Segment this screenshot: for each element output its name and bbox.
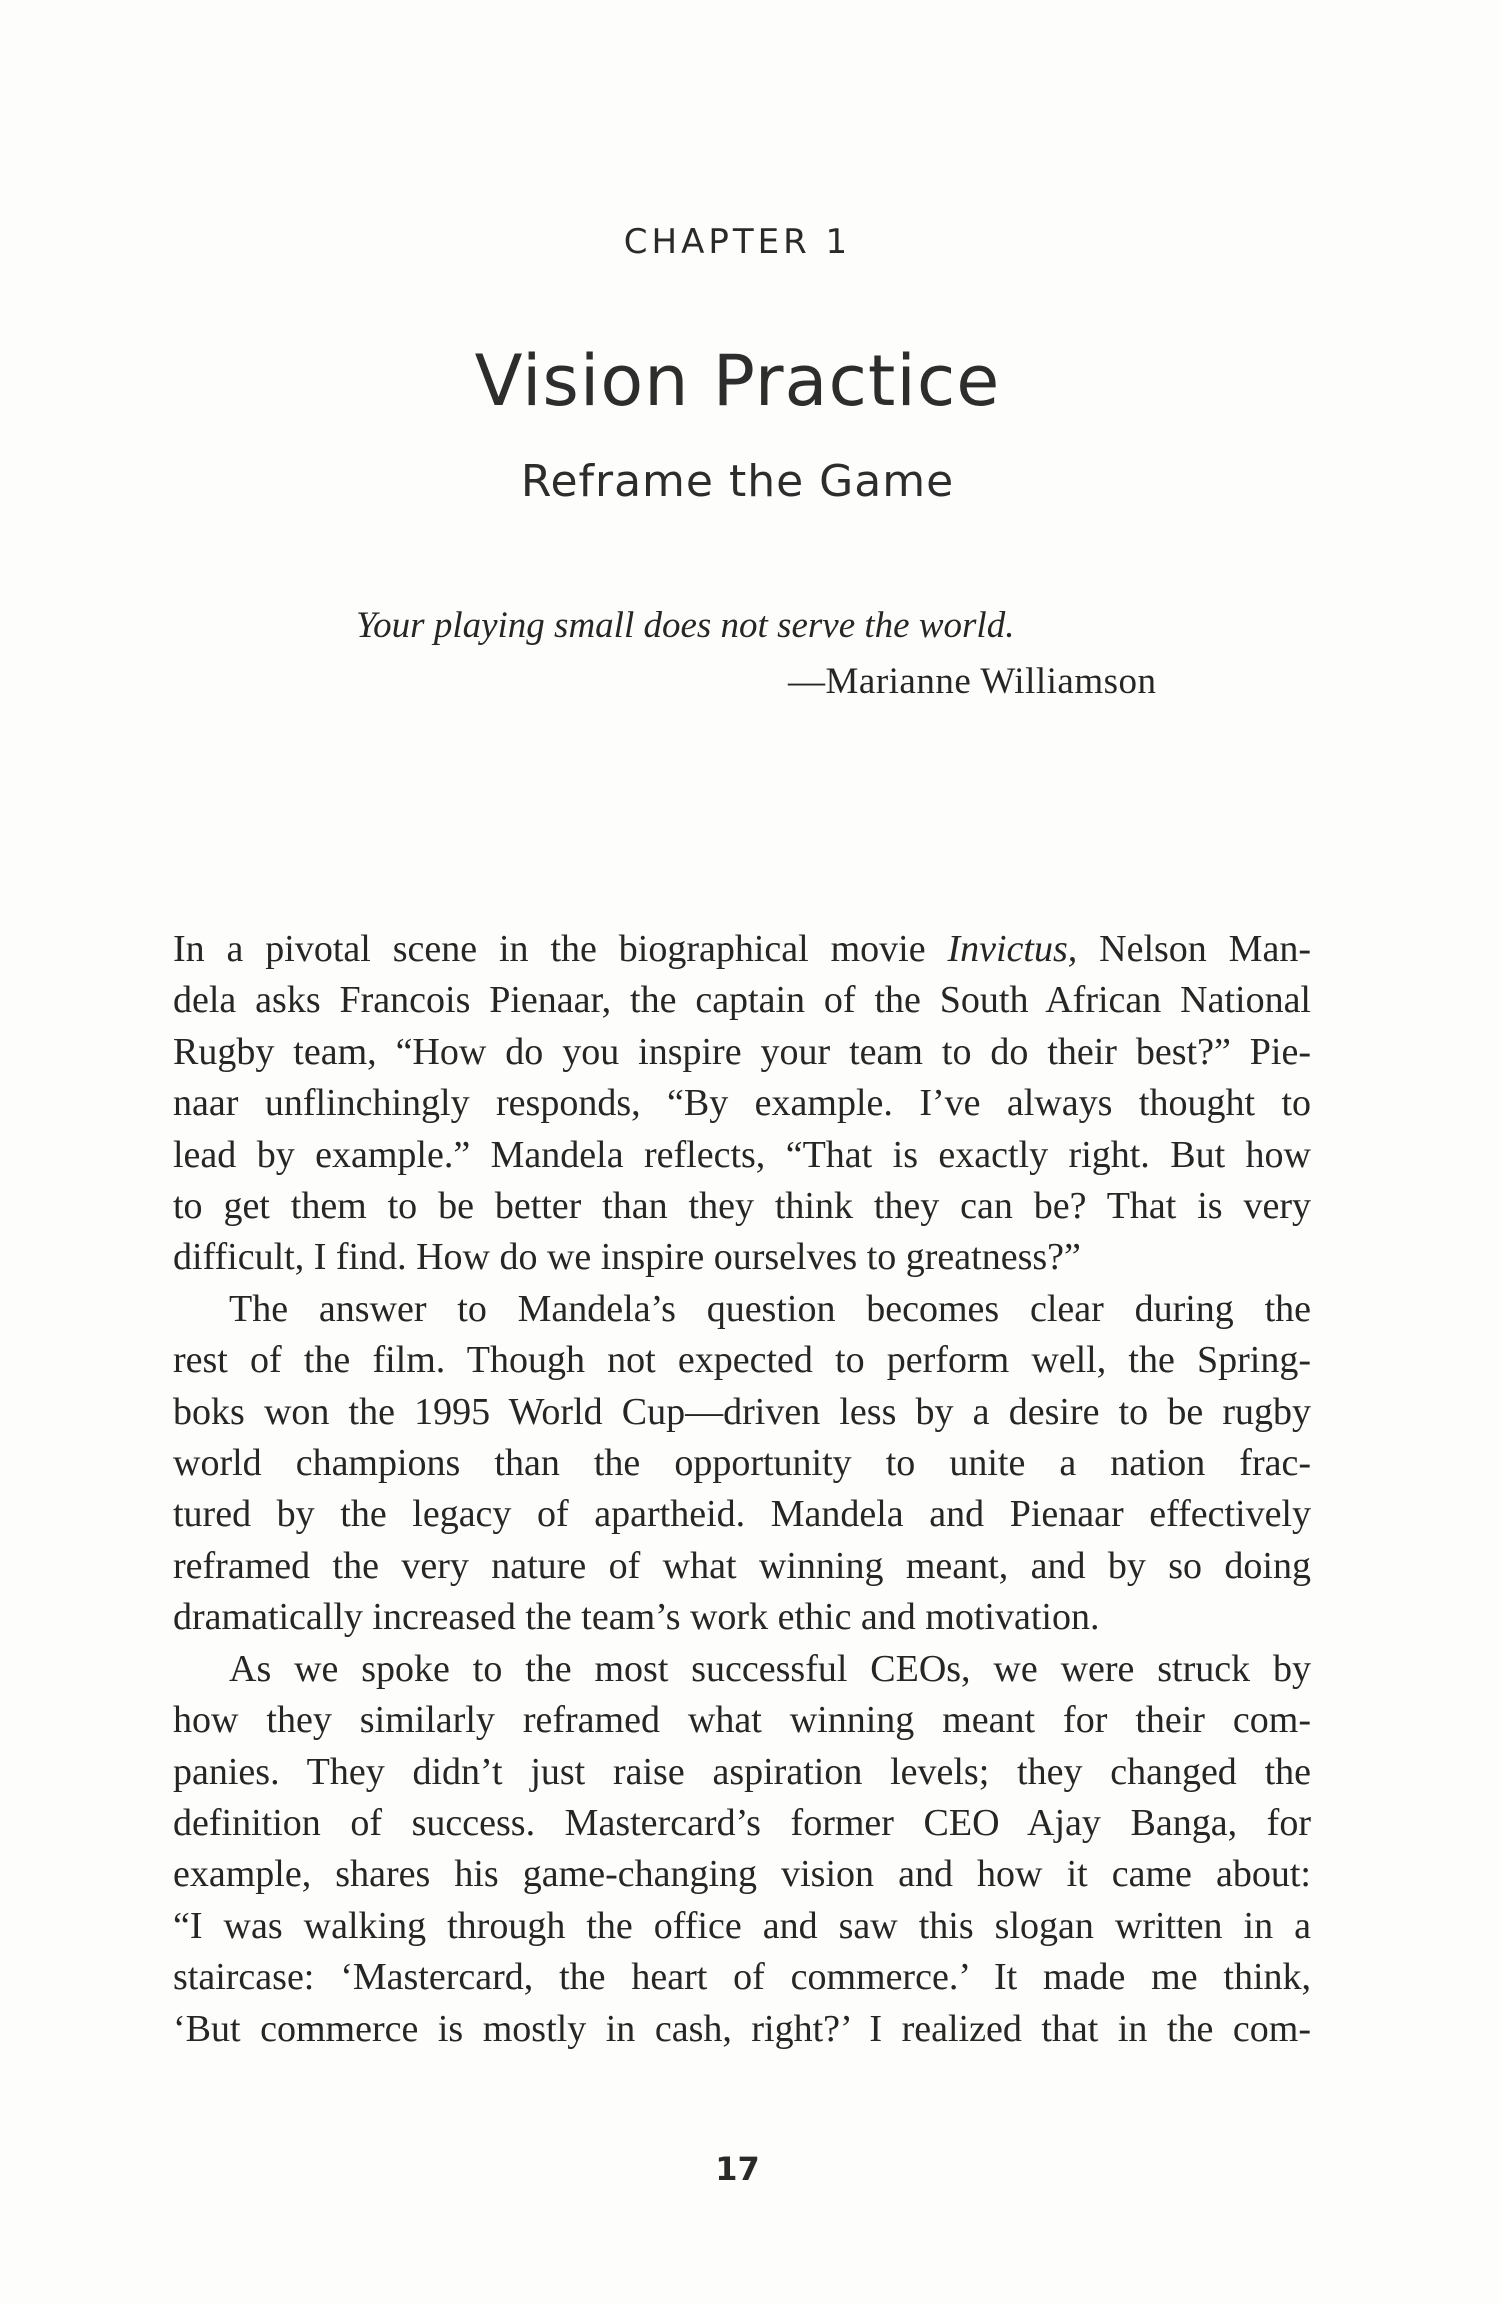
body-line: “I was walking through the office and saw this slogan written in a [173,1904,1311,1947]
body-line: Rugby team, “How do you inspire your team to do their best?” Pie- [173,1030,1311,1073]
body-line: to get them to be better than they think they can be? That is very [173,1185,1311,1228]
body-text [173,924,1311,2055]
chapter-label: CHAPTER 1 [623,222,852,262]
body-line: panies. They didn’t just raise aspiration levels; they changed the [173,1750,1311,1793]
body-line-post: Nelson Man- [1077,928,1311,970]
page-number: 17 [715,2150,760,2188]
body-line: boks won the 1995 World Cup—driven less by a desire to be rugby [173,1390,1311,1433]
body-line: tured by the legacy of apartheid. Mandela and Pienaar effectively [173,1493,1311,1536]
body-line: example, shares his game-changing vision and how it came about: [173,1853,1311,1896]
body-line: reframed the very nature of what winning meant, and by so doing [173,1544,1311,1587]
body-line: how they similarly reframed what winning meant for their com- [173,1699,1311,1742]
body-line: naar unflinchingly responds, “By example. I’ve always thought to [173,1082,1311,1125]
body-line: The answer to Mandela’s question becomes clear during the [229,1287,1311,1330]
chapter-subtitle: Reframe the Game [520,456,955,507]
body-line: lead by example.” Mandela reflects, “That is exactly right. But how [173,1133,1311,1176]
chapter-title: Vision Practice [474,340,1001,422]
body-line: difficult, I find. How do we inspire ourselves to greatness?” [173,1236,1081,1279]
body-line: As we spoke to the most successful CEOs, we were struck by [229,1647,1311,1690]
epigraph-author: —Marianne Williamson [788,661,1157,702]
body-line: definition of success. Mastercard’s former CEO Ajay Banga, for [173,1801,1311,1844]
body-line: ‘But commerce is mostly in cash, right?’ I realized that in the com- [173,2007,1311,2050]
body-line: world champions than the opportunity to unite a nation frac- [173,1442,1311,1485]
body-line: rest of the film. Though not expected to perform well, the Spring- [173,1339,1311,1382]
body-line: dramatically increased the team’s work ethic and motivation. [173,1596,1100,1639]
body-line [173,924,1311,975]
epigraph-quote: Your playing small does not serve the world. [356,605,1015,646]
movie-title: Invictus, [947,928,1078,970]
body-line: dela asks Francois Pienaar, the captain of the South African National [173,979,1311,1022]
body-line: staircase: ‘Mastercard, the heart of commerce.’ It made me think, [173,1956,1311,1999]
body-line-pre: In a pivotal scene in the biographical movie [173,928,948,970]
